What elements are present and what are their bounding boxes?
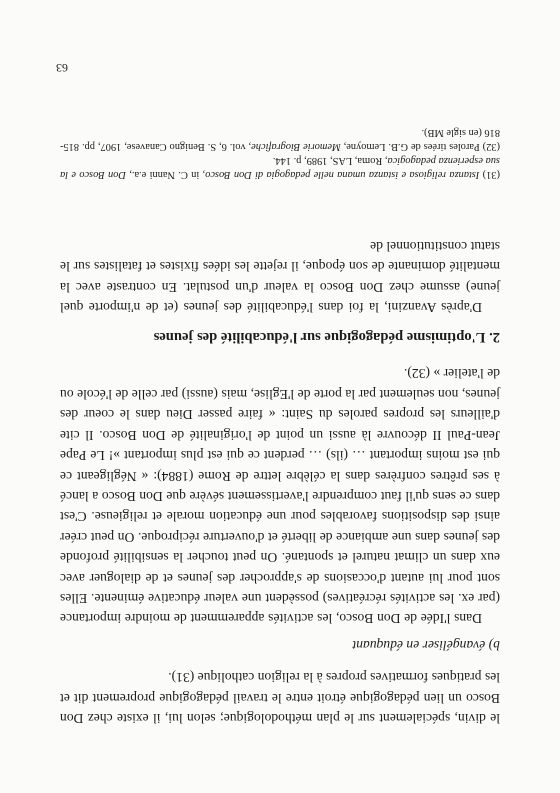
section-title: 2. L'optimisme pédagogique sur l'éducabilité des jeunes (153, 329, 500, 346)
paragraph-b: Dans l'Idée de Don Bosco, les activités apparemment de moindre importance (par ex. les activités récréatives) possèdent une valeur éducative éminente. Elles sont pour lui autant d'occasions de s'approcher des jeunes et de dialoguer avec eux dans un climat naturel et spontané. On peut toucher la sensibilité profonde des jeunes dans une ambiance de liberté et d'ouverture réciproque. On peut créer ainsi des dispositions favorables pour une éducation morale et religieuse. C'est dans ce sens qu'il faut comprendre l'avertissement sévère que Don Bosco a lancé à ses prêtres confrères dans la célèbre lettre de Rome (1884): « Négligeant ce qui est moins important … (ils) … perdent ce qui est plus important »! Le Pape Jean-Paul II découvre là aussi un point de l'originalité de Don Bosco. Il cite d'ailleurs les propres paroles du Saint: « faire passer Dieu dans le coeur des jeunes, non seulement par la porte de l'Eglise, mais (aussi) par celle de l'école ou de l'atelier » (32). (60, 366, 500, 627)
footnote-text: Roma, LAS, 1989, p. 144. (272, 155, 385, 166)
subheading-b: b) évangéliser en éduquant (352, 637, 500, 653)
footnote-number: (31) (482, 169, 500, 180)
footnote-text: Paroles tirées de G.B. Lemoyne, (340, 141, 480, 152)
body-text (60, 235, 500, 728)
footnote-32 (60, 125, 500, 153)
footnote-text: vol. 6, S. Benigno Canavese, 1907, pp. 815-816 (en sigle MB). (60, 127, 500, 152)
footnote-text: in C. Nanni e.a., (125, 169, 203, 180)
paragraph-2: D'après Avanzini, la foi dans l'éducabilité des jeunes (et de n'importe quel jeune) assume chez Don Bosco la valeur d'un postulat. En contraste avec la mentalité dominante de son époque, il rejette les idées fixistes et fatalistes sur le statut constitutionnel de (60, 238, 500, 316)
footnote-number: (32) (482, 141, 500, 152)
footnote-title: Istanza religiosa e istanza umana nelle pedagogia di Don Bosco, (202, 169, 480, 180)
intro-paragraph: le divin, spécialement sur le plan méthodologique; selon lui, il existe chez Don Bosco un lien pédagogique étroit entre le travail pédagogique proprement dit et les pratiques formatives propres à la religion catholique (31). (60, 670, 500, 726)
footnote-31 (60, 153, 500, 181)
footnote-book-title: Don Bosco e la sua esperienza pedagogica, (60, 155, 500, 180)
footnote-book-title: Memorie Biografiche, (248, 141, 341, 152)
footnotes (60, 125, 500, 181)
page-number: 63 (56, 61, 68, 75)
